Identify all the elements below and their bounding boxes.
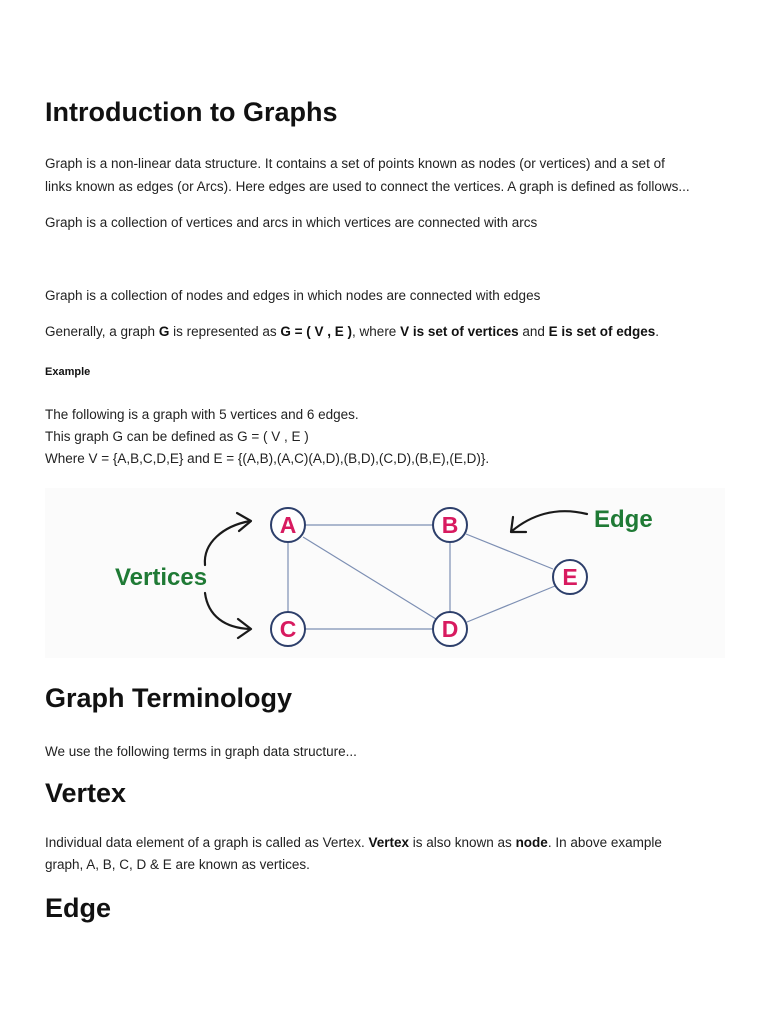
example-line-1: The following is a graph with 5 vertices and 6 edges. — [45, 407, 359, 422]
node-c-label: C — [279, 616, 297, 642]
node-a — [271, 508, 305, 542]
vertices-arrows — [205, 513, 251, 638]
intro-line-2: links known as edges (or Arcs). Here edges are used to connect the vertices. A graph is defined as follows... — [45, 179, 690, 194]
rep-bold-g: G — [158, 324, 170, 339]
vertex-line-2: graph, A, B, C, D & E are known as vertices. — [45, 857, 310, 872]
node-b — [433, 508, 467, 542]
rep-text-4: and — [518, 324, 549, 339]
example-label: Example — [45, 366, 91, 378]
edge-arrow — [511, 511, 587, 532]
example-line-2: This graph G can be defined as G = ( V , E ) — [45, 429, 309, 444]
graph-figure — [45, 488, 725, 658]
section-title-terminology: Graph Terminology — [45, 683, 293, 713]
vertex-line-1 — [45, 832, 662, 854]
section-title-edge: Edge — [45, 893, 112, 923]
vertex-bold-vertex: Vertex — [368, 835, 409, 850]
node-b-label: B — [441, 512, 459, 538]
rep-text-3: , where — [352, 324, 401, 339]
example-paragraph — [45, 404, 489, 470]
edge-a-d — [303, 537, 436, 619]
edge-b-e — [466, 534, 553, 569]
vertices-label: Vertices — [115, 564, 208, 591]
representation-paragraph — [45, 320, 659, 343]
intro-paragraph — [45, 152, 690, 198]
rep-bold-vertices: V is set of vertices — [400, 324, 519, 339]
vertex-paragraph — [45, 832, 662, 876]
terminology-paragraph: We use the following terms in graph data structure... — [45, 744, 357, 759]
node-a-label: A — [279, 512, 297, 538]
node-c — [271, 612, 305, 646]
rep-bold-formula: G = ( V , E ) — [280, 324, 353, 339]
graph-diagram — [45, 488, 725, 658]
vertex-bold-node: node — [515, 835, 548, 850]
intro-line-1: Graph is a non-linear data structure. It contains a set of points known as nodes (or vertices) and a set of — [45, 156, 665, 171]
page-title: Introduction to Graphs — [45, 97, 338, 127]
node-e — [553, 560, 587, 594]
vertex-text-1: Individual data element of a graph is called as Vertex. — [45, 835, 369, 850]
graph-edges — [288, 525, 555, 629]
edge-label: Edge — [594, 506, 653, 533]
edge-e-d — [467, 586, 555, 622]
arrow-to-edge — [512, 511, 587, 531]
rep-bold-edges: E is set of edges — [548, 324, 656, 339]
rep-text-5: . — [655, 324, 659, 339]
example-line-3: Where V = {A,B,C,D,E} and E = {(A,B),(A,C)(A,D),(B,D),(C,D),(B,E),(E,D)}. — [45, 451, 490, 466]
vertex-text-2: is also known as — [409, 835, 516, 850]
rep-text-2: is represented as — [169, 324, 281, 339]
section-title-vertex: Vertex — [45, 778, 127, 808]
definition-edges: Graph is a collection of nodes and edges in which nodes are connected with edges — [45, 288, 541, 303]
definition-arcs: Graph is a collection of vertices and arcs in which vertices are connected with arcs — [45, 215, 538, 230]
node-d — [433, 612, 467, 646]
rep-text-1: Generally, a graph — [45, 324, 159, 339]
node-d-label: D — [441, 616, 459, 642]
node-e-label: E — [562, 564, 578, 590]
graph-nodes — [271, 508, 587, 646]
vertex-text-3: . In above example — [547, 835, 662, 850]
